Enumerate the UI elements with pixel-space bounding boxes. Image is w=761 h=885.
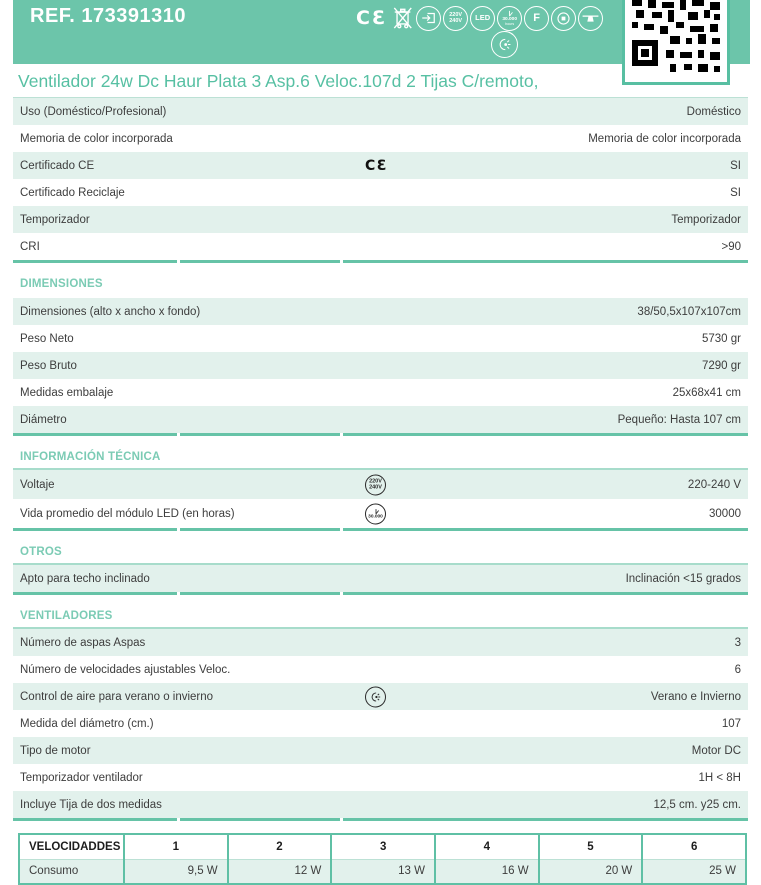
row-value: 1H < 8H — [698, 771, 741, 784]
f-rating-icon: F — [524, 6, 549, 31]
table-row — [13, 98, 748, 125]
table-row — [13, 499, 748, 528]
row-value: 38/50,5x107x107cm — [637, 305, 741, 318]
table-row — [13, 406, 748, 433]
row-label: Voltaje — [20, 478, 55, 491]
row-label: Número de velocidades ajustables Veloc. — [20, 663, 231, 676]
table-row — [13, 710, 748, 737]
indoor-use-icon — [416, 6, 441, 31]
section-divider — [13, 818, 748, 821]
table-row — [13, 179, 748, 206]
row-label: Peso Bruto — [20, 359, 77, 372]
speed-table — [18, 833, 747, 885]
row-label: Temporizador ventilador — [20, 771, 143, 784]
row-value: 7290 gr — [701, 359, 741, 372]
table-row — [13, 629, 748, 656]
row-value: 25x68x41 cm — [672, 386, 741, 399]
table-row — [13, 764, 748, 791]
ref-number: REF. 173391310 — [30, 5, 187, 27]
row-value: 3 — [734, 636, 741, 649]
consumption-value: 16 W — [435, 859, 539, 884]
row-label: Control de aire para verano o invierno — [20, 690, 214, 703]
table-row — [13, 683, 748, 710]
row-value: Inclinación <15 grados — [625, 572, 741, 585]
page-title: Ventilador 24w Dc Haur Plata 3 Asp.6 Veloc.107d 2 Tijas C/remoto, — [13, 64, 748, 98]
row-value: Doméstico — [686, 105, 741, 118]
table-row — [13, 125, 748, 152]
voltage-icon: 220V 240V — [443, 6, 468, 31]
lifetime-hours-icon: 30.000 hours — [497, 6, 522, 31]
voltage-icon: 220V 240V — [365, 474, 386, 495]
class-ii-icon — [551, 6, 576, 31]
table-row — [13, 206, 748, 233]
section-title: DIMENSIONES — [20, 278, 103, 290]
row-value: Pequeño: Hasta 107 cm — [617, 413, 741, 426]
section-divider — [13, 260, 748, 263]
speed-column-header: 4 — [435, 834, 539, 859]
weee-bin-icon — [392, 5, 414, 31]
certification-icon-strip — [356, 5, 603, 31]
row-label: Incluye Tija de dos medidas — [20, 798, 162, 811]
row-label: Diámetro — [20, 413, 67, 426]
section-divider — [13, 433, 748, 436]
row-value: SI — [730, 159, 741, 172]
row-value: >90 — [721, 240, 741, 253]
table-row — [13, 233, 748, 260]
row-value: Temporizador — [671, 213, 741, 226]
section-ventiladores — [13, 610, 748, 821]
row-value: Motor DC — [691, 744, 741, 757]
ce-mark-icon: CƐ — [365, 157, 389, 174]
row-label: Vida promedio del módulo LED (en horas) — [20, 507, 235, 520]
row-value: SI — [730, 186, 741, 199]
speed-column-header: 6 — [642, 834, 746, 859]
section-title: VENTILADORES — [20, 610, 113, 622]
table-row — [13, 325, 748, 352]
row-value: 6 — [734, 663, 741, 676]
consumption-value: 12 W — [228, 859, 332, 884]
consumption-value: 20 W — [539, 859, 643, 884]
table-row — [13, 656, 748, 683]
table-row — [13, 737, 748, 764]
speed-column-header: 2 — [228, 834, 332, 859]
speed-column-header: 1 — [124, 834, 228, 859]
consumption-value: 9,5 W — [124, 859, 228, 884]
consumption-value: 13 W — [331, 859, 435, 884]
ce-mark-icon: CƐ — [356, 7, 388, 29]
section-general — [13, 98, 748, 263]
speed-table-consumption-row — [19, 859, 746, 884]
row-value: 107 — [721, 717, 741, 730]
row-label: Peso Neto — [20, 332, 74, 345]
table-row — [13, 352, 748, 379]
row-label: Número de aspas Aspas — [20, 636, 146, 649]
row-value: 220-240 V — [687, 478, 741, 491]
section-divider — [13, 592, 748, 595]
speed-column-header: 3 — [331, 834, 435, 859]
row-value: 30000 — [709, 507, 741, 520]
led-icon: LED — [470, 6, 495, 31]
speed-table-header-row — [19, 834, 746, 859]
row-label: Medidas embalaje — [20, 386, 114, 399]
row-value: Verano e Invierno — [650, 690, 741, 703]
summer-winter-fan-icon — [365, 686, 386, 707]
table-row — [13, 470, 748, 499]
table-row — [13, 565, 748, 592]
row-label: Certificado Reciclaje — [20, 186, 125, 199]
section-informacion-tecnica — [13, 451, 748, 531]
section-dimensiones — [13, 278, 748, 436]
row-label: Tipo de motor — [20, 744, 91, 757]
row-label: Temporizador — [20, 213, 90, 226]
speed-column-header: 5 — [539, 834, 643, 859]
consumption-label: Consumo — [19, 859, 124, 884]
row-label: Memoria de color incorporada — [20, 132, 173, 145]
row-label: CRI — [20, 240, 40, 253]
row-value: 12,5 cm. y25 cm. — [653, 798, 741, 811]
section-title: INFORMACIÓN TÉCNICA — [20, 451, 161, 463]
section-otros — [13, 546, 748, 595]
table-row — [13, 298, 748, 325]
lifetime-hours-icon: 30.000 — [365, 503, 386, 524]
summer-winter-fan-icon — [491, 31, 518, 58]
row-value: 5730 gr — [701, 332, 741, 345]
row-value: Memoria de color incorporada — [588, 132, 741, 145]
row-label: Uso (Doméstico/Profesional) — [20, 105, 167, 118]
row-label: Apto para techo inclinado — [20, 572, 150, 585]
row-label: Certificado CE — [20, 159, 95, 172]
ceiling-mount-icon — [578, 6, 603, 31]
speed-table-title: VELOCIDADDES — [19, 834, 124, 859]
header-band — [13, 0, 750, 64]
section-title: OTROS — [20, 546, 62, 558]
table-row — [13, 152, 748, 179]
row-label: Dimensiones (alto x ancho x fondo) — [20, 305, 201, 318]
consumption-value: 25 W — [642, 859, 746, 884]
table-row — [13, 791, 748, 818]
row-label: Medida del diámetro (cm.) — [20, 717, 154, 730]
table-row — [13, 379, 748, 406]
section-divider — [13, 528, 748, 531]
